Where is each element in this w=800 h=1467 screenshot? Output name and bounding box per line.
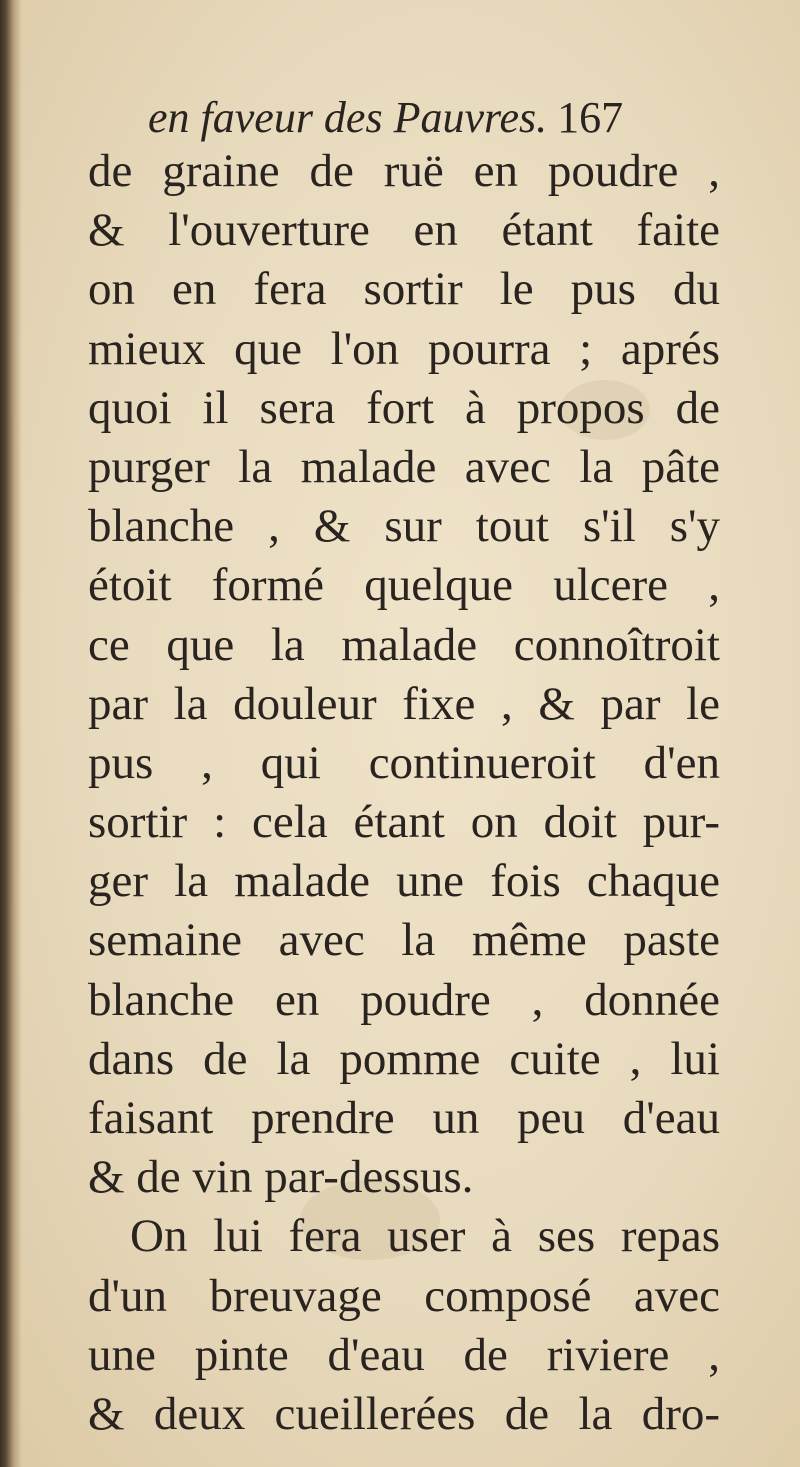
text-line: sortir : cela étant on doit pur- [88, 796, 720, 849]
text-line-paragraph-end: & de vin par-dessus. [88, 1151, 474, 1204]
text-line: quoi il sera fort à propos de [88, 381, 720, 434]
text-line-paragraph-start: On lui fera user à ses repas [130, 1210, 720, 1263]
text-line: semaine avec la même paste [88, 914, 720, 967]
text-line: dans de la pomme cuite , lui [88, 1032, 720, 1085]
page-gutter [0, 0, 22, 1467]
text-line: une pinte d'eau de riviere , [88, 1328, 720, 1381]
text-line: blanche en poudre , donnée [88, 973, 720, 1026]
page-number: 167 [557, 93, 624, 142]
text-line: ger la malade une fois chaque [88, 855, 720, 908]
text-line: faisant prendre un peu d'eau [88, 1092, 720, 1144]
body-text [88, 142, 720, 1440]
text-line: blanche , & sur tout s'il s'y [88, 500, 720, 553]
text-line: mieux que l'on pourra ; aprés [88, 322, 720, 375]
text-line: pus , qui continueroit d'en [88, 736, 720, 789]
text-line: d'un breuvage composé avec [88, 1269, 720, 1322]
text-line: de graine de ruë en poudre , [88, 145, 720, 197]
text-line: étoit formé quelque ulcere , [88, 559, 720, 612]
text-line: & deux cueillerées de la dro- [88, 1387, 720, 1440]
text-line: & l'ouverture en étant faite [88, 204, 720, 257]
running-title: en faveur des Pauvres. [148, 93, 548, 142]
text-line: par la douleur fixe , & par le [88, 677, 720, 730]
text-line: on en fera sortir le pus du [88, 263, 720, 316]
text-line: purger la malade avec la pâte [88, 440, 720, 493]
text-line: ce que la malade connoîtroit [88, 618, 720, 671]
